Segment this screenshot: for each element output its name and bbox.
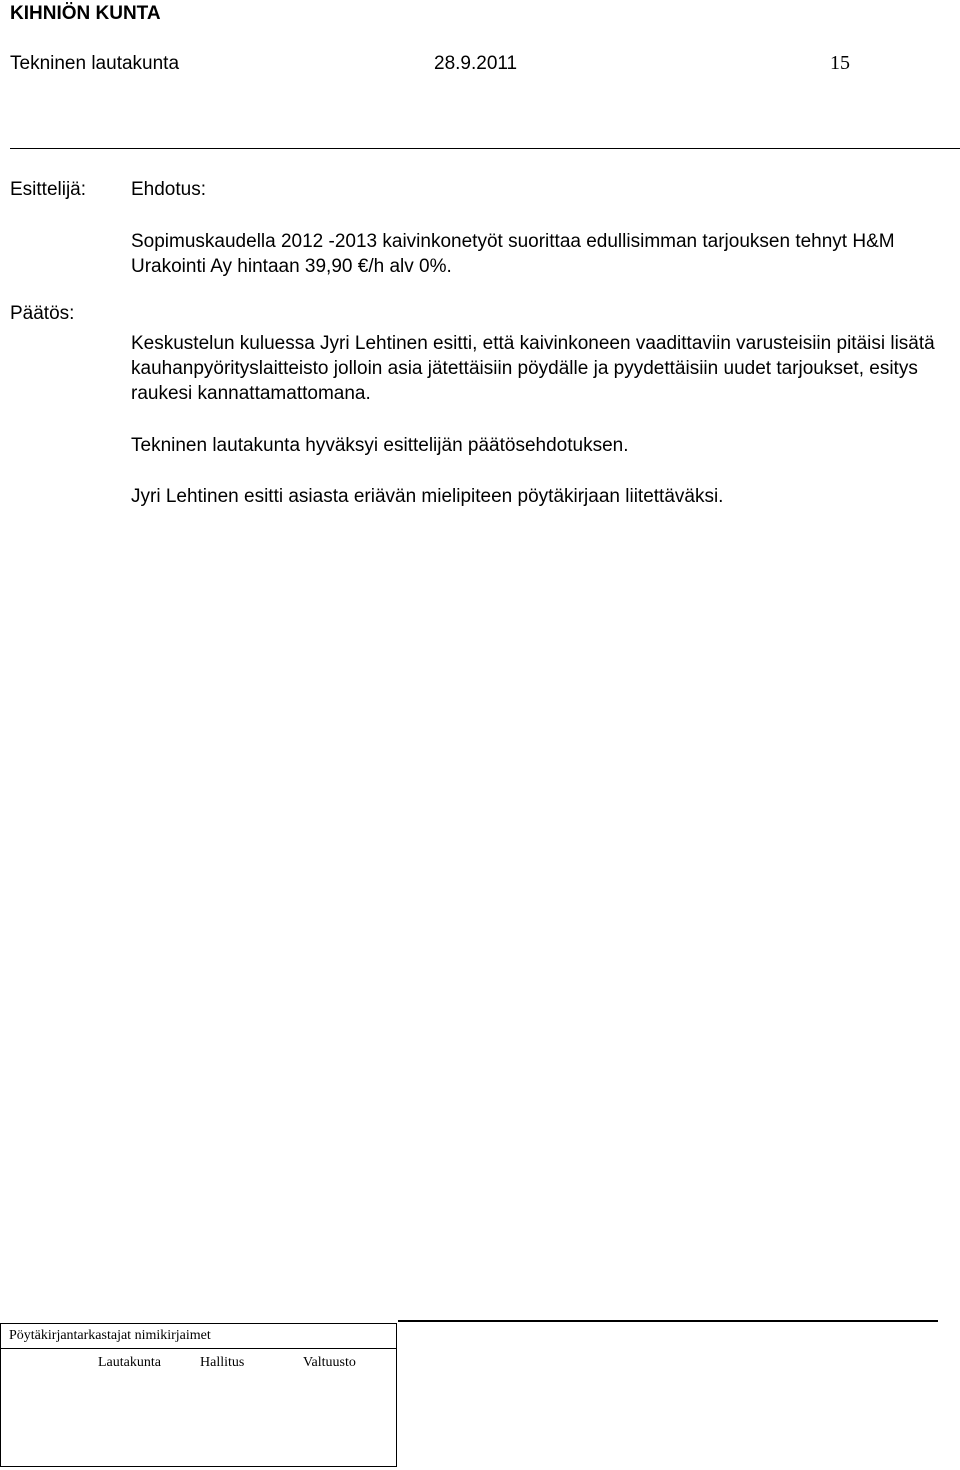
initials-column-government: Hallitus (200, 1355, 245, 1370)
decision-label: Päätös: (10, 303, 75, 324)
initials-title: Pöytäkirjantarkastajat nimikirjaimet (9, 1328, 211, 1343)
decision-paragraph: Keskustelun kuluessa Jyri Lehtinen esitti, että kaivinkoneen vaadittaviin varusteisiin pitäisi lisätä kauhanpyörityslaitteisto jolloin asia jätettäisiin pöydälle ja pyydettäisiin uudet tarjoukset, esitys raukesi kannattamattomana. (131, 333, 935, 404)
presenter-label: Esittelijä: (10, 179, 87, 200)
signature-footer (0, 1320, 960, 1470)
proposal-label: Ehdotus: (131, 179, 206, 200)
page-number: 15 (830, 52, 850, 74)
initials-column-board: Lautakunta (98, 1355, 161, 1370)
decision-paragraph: Jyri Lehtinen esitti asiasta eriävän mielipiteen pöytäkirjaan liitettäväksi. (131, 486, 724, 507)
decision-paragraph: Tekninen lautakunta hyväksyi esittelijän päätösehdotuksen. (131, 435, 629, 456)
header-divider (10, 148, 960, 149)
initials-table (0, 1323, 397, 1467)
initials-column-council: Valtuusto (303, 1355, 356, 1370)
footer-divider (398, 1320, 938, 1322)
initials-table-header (1, 1324, 396, 1349)
meeting-date: 28.9.2011 (434, 53, 518, 74)
proposal-text: Sopimuskaudella 2012 -2013 kaivinkonetyöt suorittaa edullisimman tarjouksen tehnyt H&M Urakointi Ay hintaan 39,90 €/h alv 0%. (131, 231, 895, 277)
organization-name: KIHNIÖN KUNTA (10, 3, 161, 24)
committee-name: Tekninen lautakunta (10, 53, 180, 74)
